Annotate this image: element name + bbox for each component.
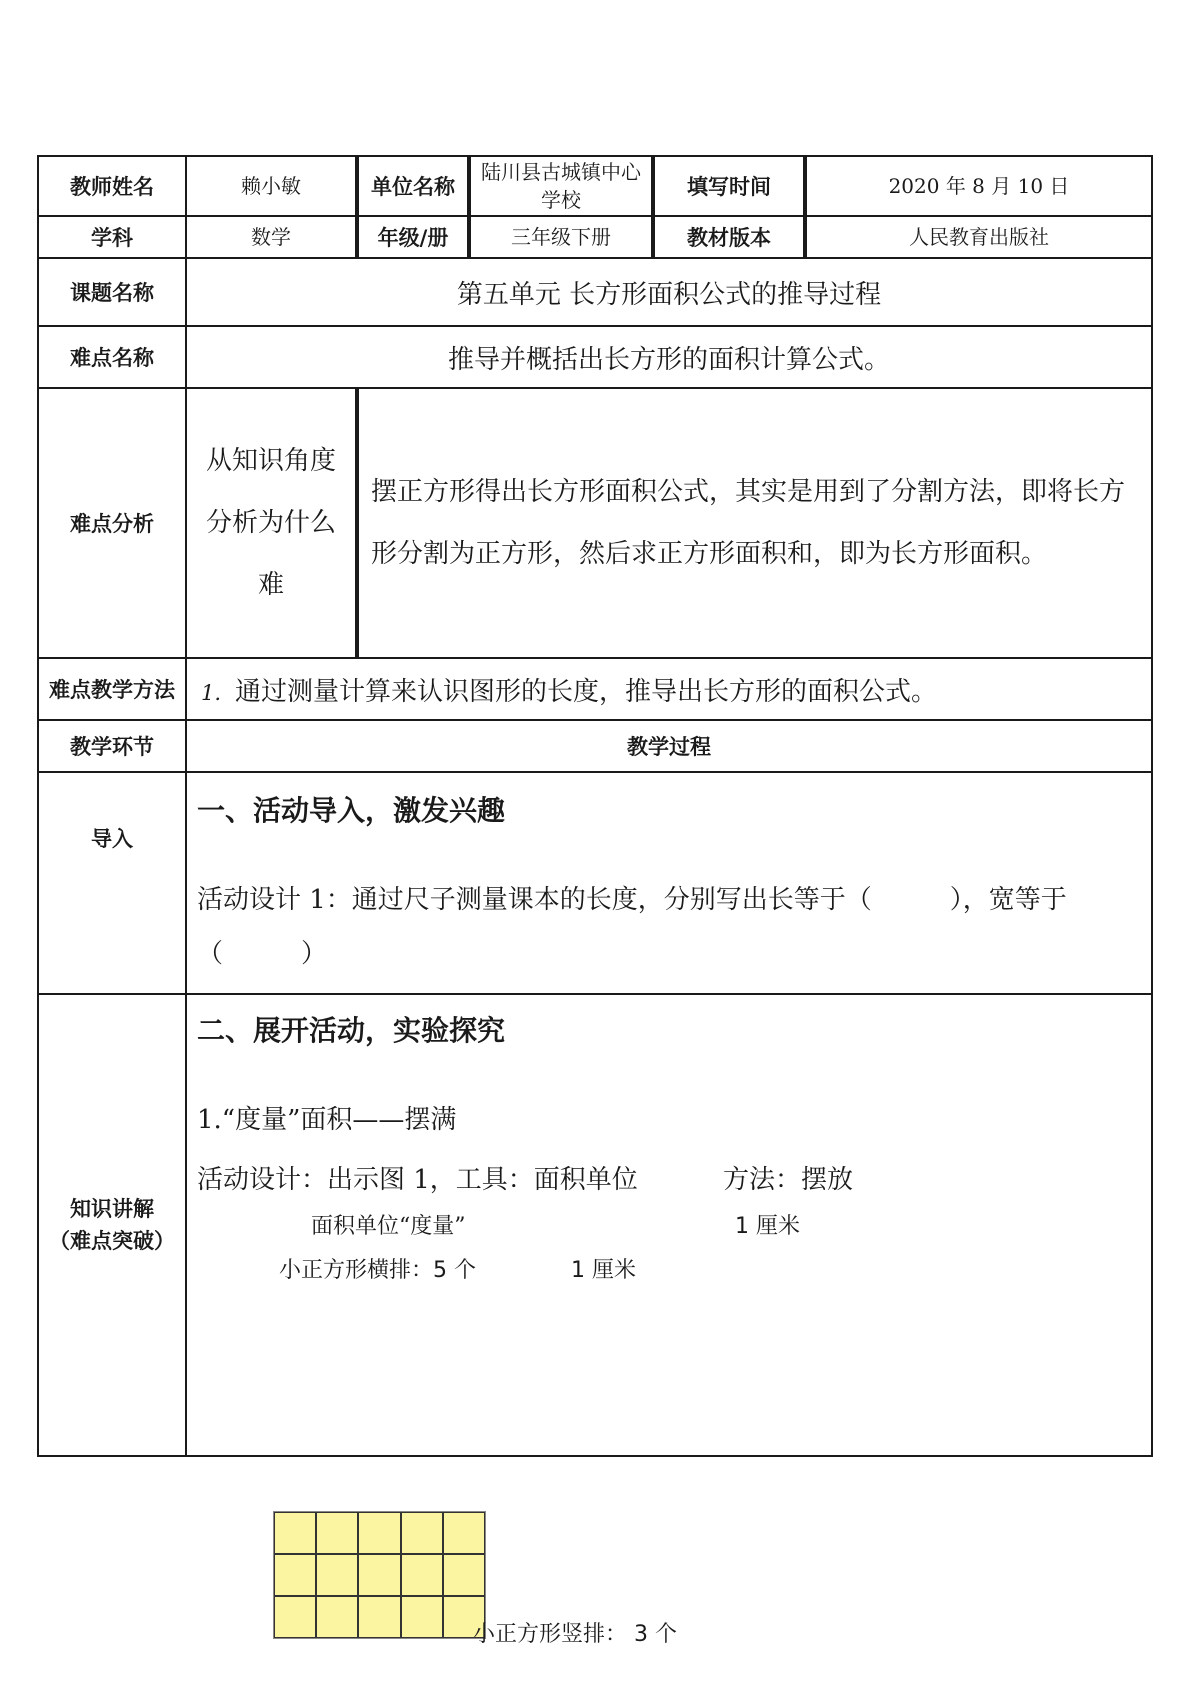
unit-square (358, 1512, 400, 1554)
knowledge-heading: 二、展开活动，实验探究 (197, 1014, 506, 1047)
row-count-caption: 小正方形横排：5 个 (279, 1258, 476, 1283)
teacher-label: 教师姓名 (38, 156, 186, 216)
method-row (38, 658, 1152, 720)
difficulty-value: 推导并概括出长方形的面积计算公式。 (186, 326, 1152, 388)
knowledge-activity: 活动设计：出示图 1，工具：面积单位 (197, 1165, 638, 1195)
caption-area-unit: 面积单位“度量” (311, 1214, 466, 1239)
teacher-value: 赖小敏 (186, 156, 357, 216)
process-header-row (38, 720, 1152, 772)
analysis-sub-label: 从知识角度分析为什么难 (186, 388, 357, 658)
topic-label: 课题名称 (38, 258, 186, 326)
header-row-1 (38, 156, 1152, 216)
intro-activity-line1: 活动设计 1：通过尺子测量课本的长度，分别写出长等于（ ），宽等于 (197, 885, 1067, 915)
unit-square (316, 1512, 358, 1554)
column-count-caption: 小正方形竖排： 3 个 (473, 1622, 677, 1647)
edition-label: 教材版本 (653, 216, 805, 258)
knowledge-label-line1: 知识讲解 (70, 1197, 154, 1221)
unit-square (274, 1512, 316, 1554)
unit-square (316, 1596, 358, 1638)
grade-value: 三年级下册 (469, 216, 653, 258)
analysis-row (38, 388, 1152, 658)
unit-square (443, 1512, 485, 1554)
intro-label: 导入 (38, 772, 186, 994)
caption-one-cm-b: 1 厘米 (571, 1258, 636, 1283)
knowledge-content (186, 994, 1152, 1647)
unit-square (274, 1596, 316, 1638)
intro-heading: 一、活动导入，激发兴趣 (197, 794, 506, 827)
knowledge-label (38, 994, 186, 1456)
time-label: 填写时间 (653, 156, 805, 216)
unit-square (316, 1554, 358, 1596)
edition-value: 人民教育出版社 (805, 216, 1152, 258)
method-number: 1. (201, 680, 222, 705)
caption-one-cm-a: 1 厘米 (735, 1214, 800, 1239)
unit-label: 单位名称 (357, 156, 469, 216)
method-text: 通过测量计算来认识图形的长度，推导出长方形的面积公式。 (235, 676, 938, 707)
method-label: 难点教学方法 (38, 658, 186, 720)
analysis-text: 摆正方形得出长方形面积公式，其实是用到了分割方法，即将长方形分割为正方形，然后求正方形面积和，即为长方形面积。 (357, 388, 1152, 658)
knowledge-method: 方法：摆放 (723, 1165, 854, 1195)
knowledge-row (38, 994, 1152, 1456)
unit-square (358, 1554, 400, 1596)
unit-value: 陆川县古城镇中心学校 (469, 156, 653, 216)
intro-row (38, 772, 1152, 994)
difficulty-label: 难点名称 (38, 326, 186, 388)
unit-square (358, 1596, 400, 1638)
knowledge-item-1: 1.“度量”面积——摆满 (197, 1105, 457, 1135)
unit-square-grid (273, 1511, 486, 1639)
grade-label: 年级/册 (357, 216, 469, 258)
knowledge-label-line2: （难点突破） (49, 1229, 175, 1253)
intro-activity-line2: （ ） (197, 939, 328, 969)
intro-content (186, 772, 1152, 994)
time-value: 2020 年 8 月 10 日 (805, 156, 1152, 216)
topic-value: 第五单元 长方形面积公式的推导过程 (186, 258, 1152, 326)
difficulty-row (38, 326, 1152, 388)
method-cell (186, 658, 1152, 720)
subject-value: 数学 (186, 216, 357, 258)
topic-row (38, 258, 1152, 326)
process-right-header: 教学过程 (186, 720, 1152, 772)
subject-label: 学科 (38, 216, 186, 258)
unit-square (401, 1512, 443, 1554)
header-row-2 (38, 216, 1152, 258)
process-left-header: 教学环节 (38, 720, 186, 772)
unit-square (443, 1554, 485, 1596)
analysis-label: 难点分析 (38, 388, 186, 658)
unit-square (401, 1554, 443, 1596)
unit-square (401, 1596, 443, 1638)
lesson-table (37, 155, 1153, 1647)
unit-square (274, 1554, 316, 1596)
